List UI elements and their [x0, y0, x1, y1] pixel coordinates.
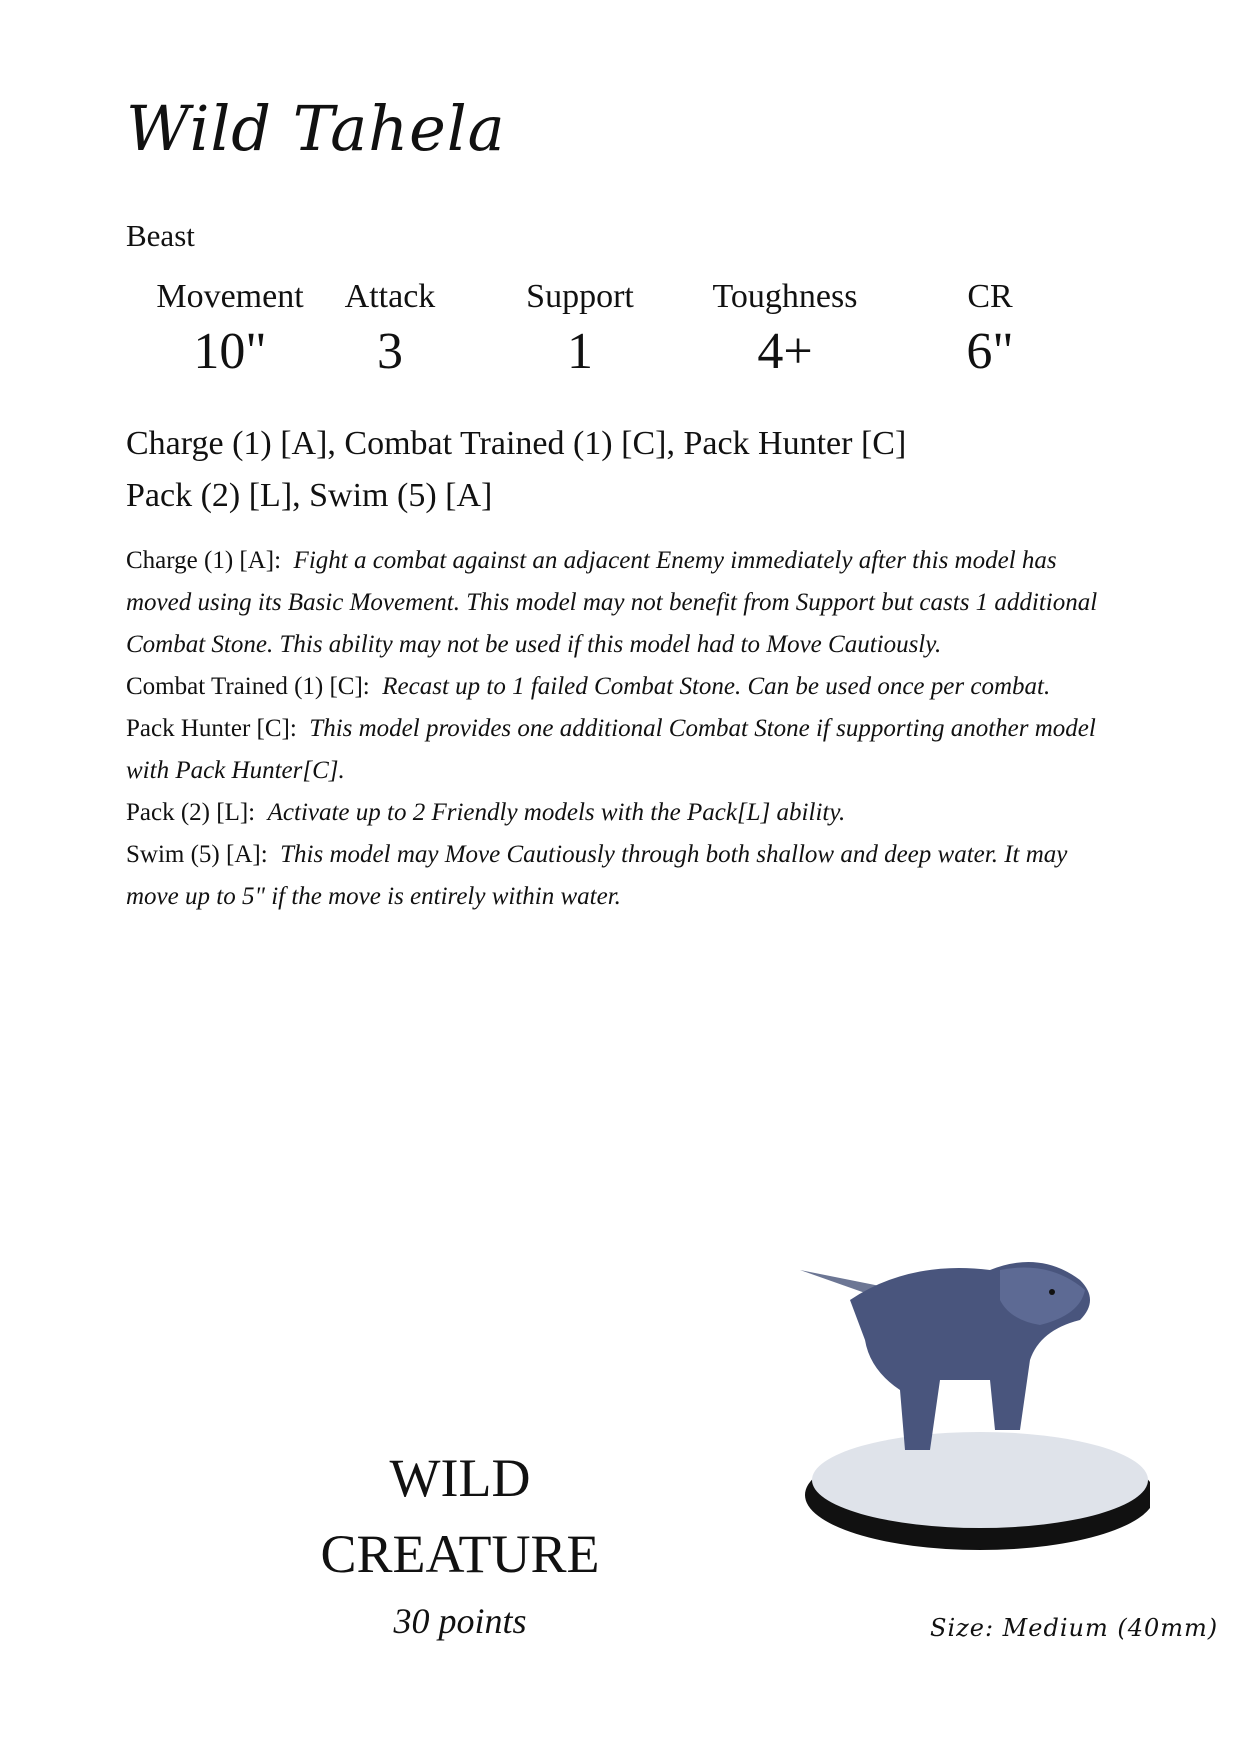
stat-value: 6" — [966, 323, 1014, 380]
ability-text: This model provides one additional Combat Stone if supporting another model with Pack Hunter[C]. — [126, 715, 1096, 784]
category-line: CREATURE — [320, 1524, 600, 1584]
ability-pack — [126, 792, 1126, 834]
keyword-list — [126, 418, 906, 522]
stat-label: Attack — [344, 278, 436, 315]
ability-text: Activate up to 2 Friendly models with the Pack[L] ability. — [267, 799, 846, 826]
ability-text: This model may Move Cautiously through both shallow and deep water. It may move up to 5" if the move is entirely within water. — [126, 841, 1068, 910]
stat-label: Movement — [156, 278, 304, 315]
ability-name: Pack (2) [L]: — [126, 799, 256, 826]
size-label: Size: Medium (40mm) — [930, 1614, 1219, 1642]
ability-descriptions — [126, 540, 1126, 918]
stat-cr — [890, 278, 1090, 381]
ability-charge — [126, 540, 1126, 666]
creature-eye — [1049, 1289, 1055, 1295]
stat-label: CR — [967, 278, 1013, 315]
keyword-line: Charge (1) [A], Combat Trained (1) [C], Pack Hunter [C] — [126, 425, 907, 462]
stat-line — [130, 278, 1110, 398]
ability-text: Fight a combat against an adjacent Enemy immediately after this model has moved using its Basic Movement. This model may not benefit from Support but casts 1 additional Combat Stone. This ability may not be used if this model had to Move Cautiously. — [126, 547, 1098, 658]
stat-value: 10" — [193, 323, 267, 380]
stat-value: 4+ — [757, 323, 813, 380]
creature-type: Beast — [126, 218, 195, 253]
ability-name: Charge (1) [A]: — [126, 547, 282, 574]
category-line: WILD — [389, 1448, 531, 1508]
keyword-line: Pack (2) [L], Swim (5) [A] — [126, 477, 493, 514]
stat-attack — [290, 278, 490, 381]
ability-name: Combat Trained (1) [C]: — [126, 673, 370, 700]
stat-support — [480, 278, 680, 381]
ability-text: Recast up to 1 failed Combat Stone. Can be used once per combat. — [382, 673, 1051, 700]
stat-label: Support — [526, 278, 634, 315]
stat-label: Toughness — [712, 278, 858, 315]
ability-name: Pack Hunter [C]: — [126, 715, 297, 742]
ability-name: Swim (5) [A]: — [126, 841, 268, 868]
snow-base — [812, 1432, 1148, 1528]
category-label — [290, 1440, 630, 1592]
stat-toughness — [685, 278, 885, 381]
ability-pack-hunter — [126, 708, 1126, 792]
ability-combat-trained — [126, 666, 1126, 708]
points-cost: 30 points — [393, 1601, 527, 1641]
miniature-image — [790, 1240, 1150, 1560]
page-title: Wild Tahela — [126, 92, 506, 165]
ability-swim — [126, 834, 1126, 918]
stat-value: 3 — [377, 323, 403, 380]
stat-value: 1 — [567, 323, 593, 380]
